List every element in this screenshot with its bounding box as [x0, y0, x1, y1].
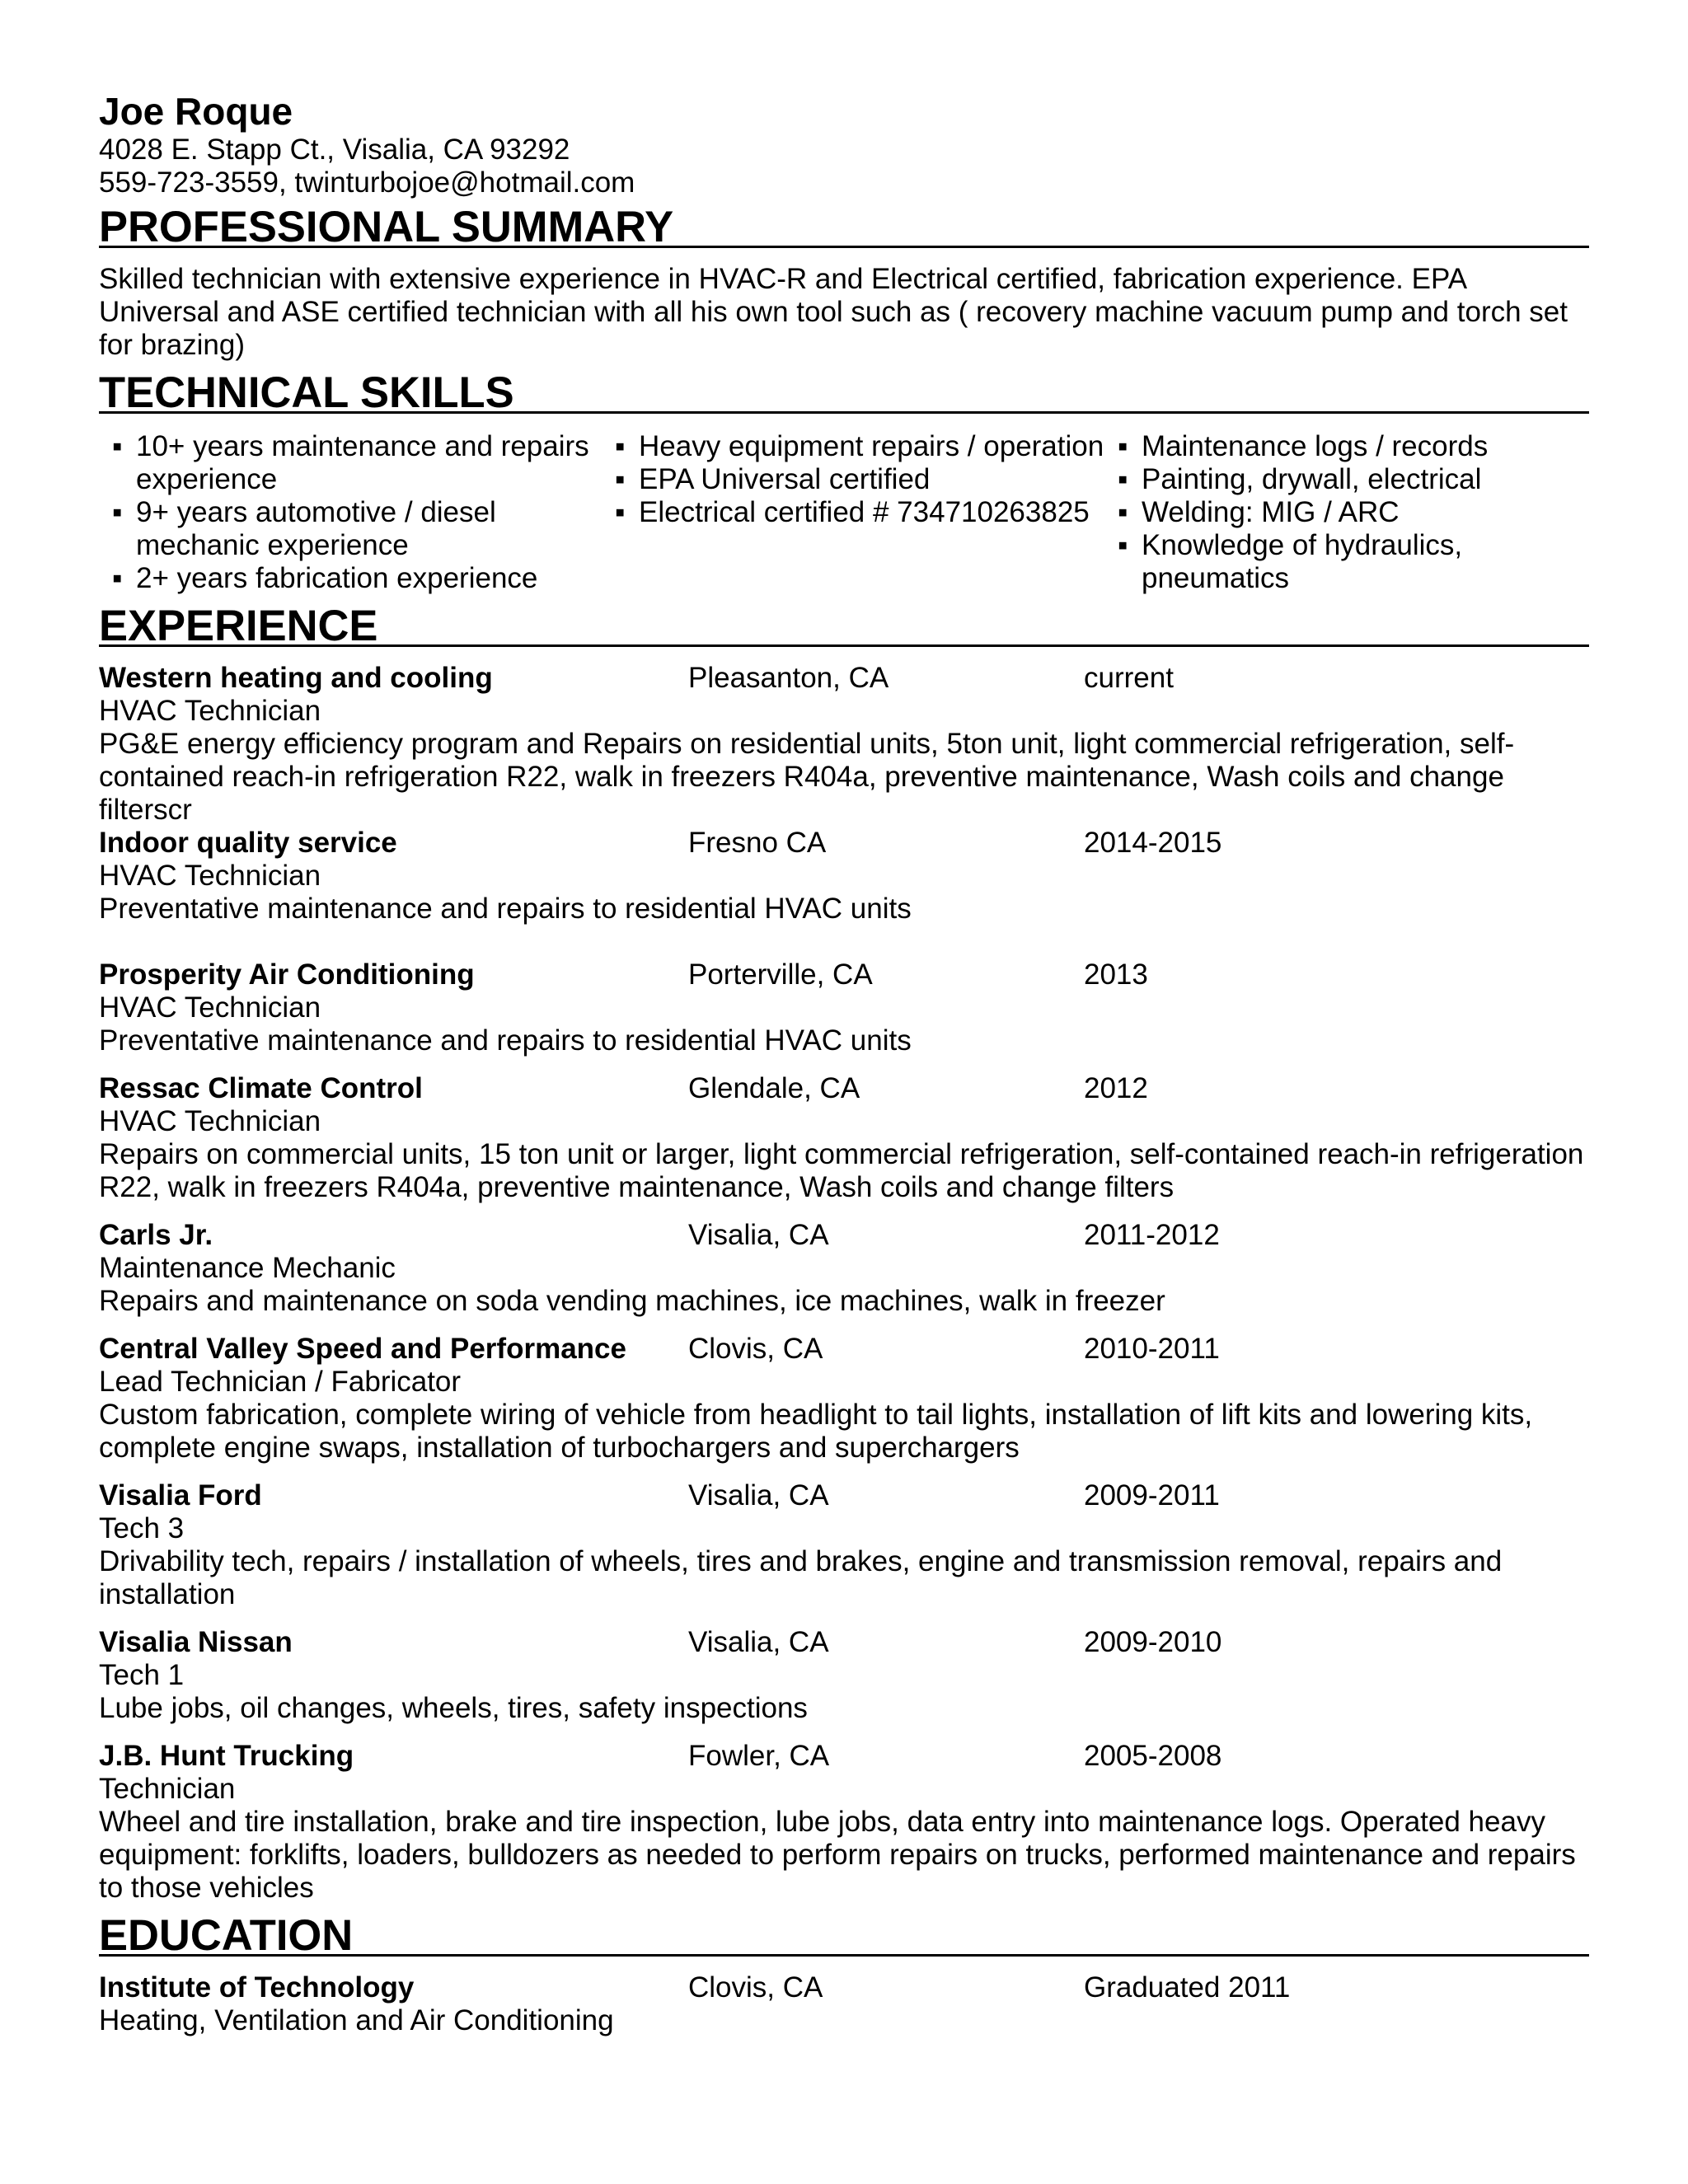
job-location: Visalia, CA	[688, 1626, 829, 1658]
education-entry	[99, 1971, 1589, 2037]
job-entry	[99, 1740, 1589, 1905]
skill-item: ▪ Heavy equipment repairs / operation	[602, 430, 1104, 463]
candidate-name: Joe Roque	[99, 90, 293, 133]
job-company: Western heating and cooling	[99, 662, 493, 694]
skills-section	[99, 368, 1589, 595]
skills-column-3	[1104, 430, 1589, 595]
job-dates: current	[1084, 662, 1174, 694]
job-location: Visalia, CA	[688, 1219, 829, 1251]
summary-heading: PROFESSIONAL SUMMARY	[99, 211, 1589, 248]
job-dates: 2010-2011	[1084, 1333, 1220, 1365]
job-description: Repairs and maintenance on soda vending machines, ice machines, walk in freezer	[99, 1285, 1165, 1317]
job-dates: 2009-2011	[1084, 1479, 1220, 1511]
job-company: Central Valley Speed and Performance	[99, 1333, 626, 1365]
job-description: Drivability tech, repairs / installation of wheels, tires and brakes, engine and transmission removal, repairs and installation	[99, 1545, 1503, 1610]
job-location: Fresno CA	[688, 827, 827, 859]
skill-item: ▪ Electrical certified # 734710263825	[602, 496, 1104, 529]
education-heading: EDUCATION	[99, 1919, 1589, 1957]
skill-item: ▪ Welding: MIG / ARC	[1104, 496, 1589, 529]
contact-line: 559-723-3559, twinturbojoe@hotmail.com	[99, 166, 635, 199]
job-title: Tech 1	[99, 1659, 185, 1691]
job-company: Visalia Ford	[99, 1479, 262, 1511]
job-entry	[99, 1219, 1589, 1318]
job-entry	[99, 827, 1589, 926]
job-company: Ressac Climate Control	[99, 1072, 423, 1104]
job-title: HVAC Technician	[99, 860, 321, 892]
skills-column-2	[602, 430, 1104, 595]
job-title: Technician	[99, 1773, 236, 1805]
school-location: Clovis, CA	[688, 1971, 823, 2004]
job-description: Preventative maintenance and repairs to residential HVAC units	[99, 1024, 912, 1057]
job-entry	[99, 662, 1589, 827]
job-description: Repairs on commercial units, 15 ton unit or larger, light commercial refrigeration, self-contained reach-in refrigeration R22, walk in freezers R404a, preventive maintenance, Wash coils and change filters	[99, 1138, 1584, 1203]
skill-item: ▪ Maintenance logs / records	[1104, 430, 1589, 463]
job-dates: 2013	[1084, 958, 1148, 991]
school-name: Institute of Technology	[99, 1971, 415, 2004]
job-entry	[99, 958, 1589, 1057]
job-location: Fowler, CA	[688, 1740, 830, 1772]
skills-column-1	[99, 430, 602, 595]
job-company: Carls Jr.	[99, 1219, 213, 1251]
job-entry	[99, 1333, 1589, 1465]
skill-item: ▪ 2+ years fabrication experience	[99, 562, 602, 595]
job-company: Visalia Nissan	[99, 1626, 293, 1658]
skill-item: ▪ Knowledge of hydraulics, pneumatics	[1104, 529, 1589, 595]
education-section	[99, 1911, 1589, 2037]
skill-item: ▪ 9+ years automotive / diesel mechanic experience	[99, 496, 602, 562]
skills-columns	[99, 430, 1589, 595]
job-dates: 2009-2010	[1084, 1626, 1222, 1658]
job-title: Tech 3	[99, 1512, 185, 1544]
graduation-date: Graduated 2011	[1084, 1971, 1291, 2004]
resume-header	[99, 89, 1589, 199]
address-line: 4028 E. Stapp Ct., Visalia, CA 93292	[99, 134, 570, 166]
job-title: Maintenance Mechanic	[99, 1252, 396, 1284]
job-location: Porterville, CA	[688, 958, 873, 991]
skills-heading: TECHNICAL SKILLS	[99, 377, 1589, 414]
skill-item: ▪ EPA Universal certified	[602, 463, 1104, 496]
job-description: Preventative maintenance and repairs to residential HVAC units	[99, 893, 912, 925]
job-title: Lead Technician / Fabricator	[99, 1366, 462, 1398]
job-entry	[99, 1479, 1589, 1611]
job-location: Visalia, CA	[688, 1479, 829, 1511]
job-description: Custom fabrication, complete wiring of vehicle from headlight to tail lights, installation of lift kits and lowering kits, complete engine swaps, installation of turbochargers and superchargers	[99, 1399, 1533, 1464]
job-title: HVAC Technician	[99, 1105, 321, 1137]
job-title: HVAC Technician	[99, 991, 321, 1024]
job-dates: 2005-2008	[1084, 1740, 1222, 1772]
job-dates: 2012	[1084, 1072, 1148, 1104]
experience-section	[99, 602, 1589, 1905]
job-dates: 2014-2015	[1084, 827, 1222, 859]
experience-heading: EXPERIENCE	[99, 610, 1589, 647]
skill-item: ▪ Painting, drywall, electrical	[1104, 463, 1589, 496]
job-location: Pleasanton, CA	[688, 662, 889, 694]
job-title: HVAC Technician	[99, 695, 321, 727]
job-company: Indoor quality service	[99, 827, 397, 859]
education-program: Heating, Ventilation and Air Conditioning	[99, 2004, 614, 2036]
job-location: Clovis, CA	[688, 1333, 823, 1365]
job-company: Prosperity Air Conditioning	[99, 958, 475, 991]
skill-item: ▪ 10+ years maintenance and repairs experience	[99, 430, 602, 496]
job-entry	[99, 1626, 1589, 1725]
job-description: Wheel and tire installation, brake and tire inspection, lube jobs, data entry into maintenance logs. Operated heavy equipment: forklifts, loaders, bulldozers as needed to perform repairs on trucks, performed maintenance and repairs to those vehicles	[99, 1806, 1576, 1904]
summary-text: Skilled technician with extensive experience in HVAC-R and Electrical certified, fabrication experience. EPA Universal and ASE certified technician with all his own tool such as ( recovery machine vacuum pump and torch set for brazing)	[99, 263, 1568, 361]
job-location: Glendale, CA	[688, 1072, 860, 1104]
job-entry	[99, 1072, 1589, 1204]
summary-section	[99, 203, 1589, 362]
job-description: Lube jobs, oil changes, wheels, tires, safety inspections	[99, 1692, 808, 1724]
job-company: J.B. Hunt Trucking	[99, 1740, 354, 1772]
job-dates: 2011-2012	[1084, 1219, 1220, 1251]
job-description: PG&E energy efficiency program and Repairs on residential units, 5ton unit, light commercial refrigeration, self-contained reach-in refrigeration R22, walk in freezers R404a, preventive maintenance, Wash coils and change filterscr	[99, 728, 1515, 826]
